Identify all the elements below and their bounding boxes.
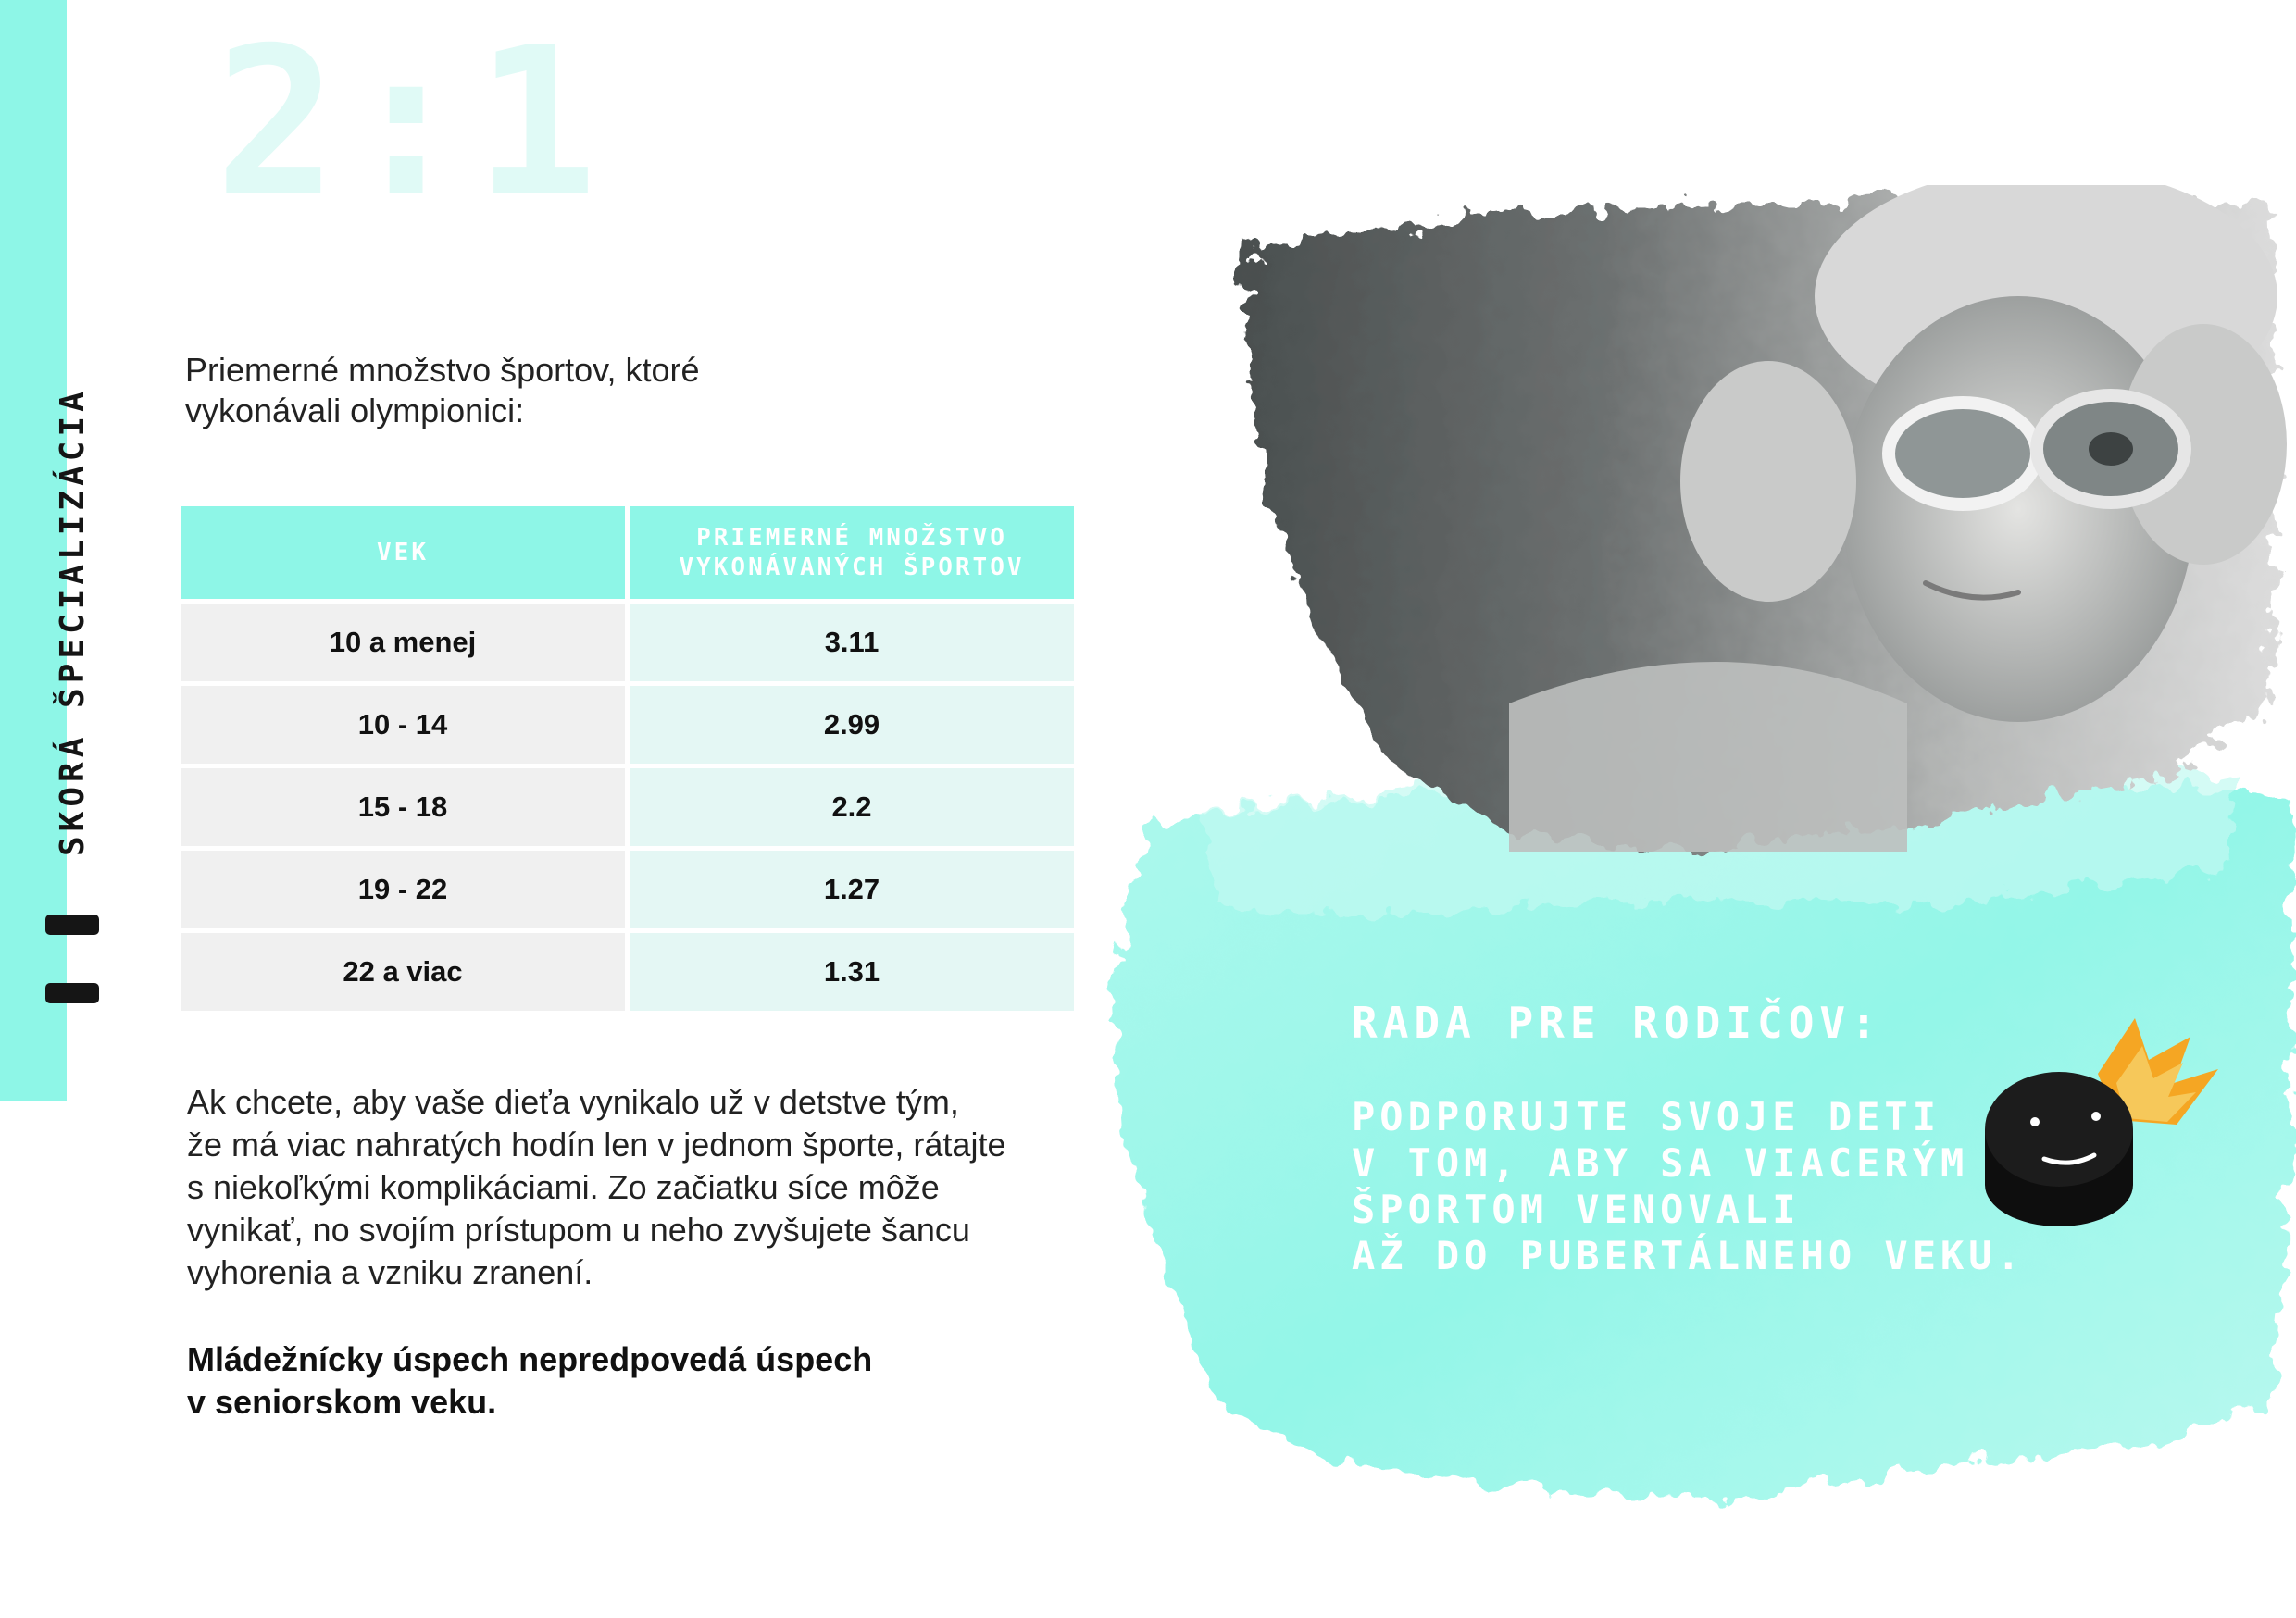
cell-age: 10 a menej (181, 604, 625, 681)
advice-line: AŽ DO PUBERTÁLNEHO VEKU. (1352, 1233, 2025, 1278)
intro-text (185, 350, 778, 431)
cell-avg: 1.27 (630, 851, 1074, 928)
advice-line: ŠPORTOM VENOVALI (1352, 1187, 1801, 1232)
table-header-row (181, 506, 1074, 599)
conclusion-text (187, 1338, 1020, 1424)
intro-line: Priemerné množstvo športov, ktoré (185, 351, 700, 389)
decor-bar (45, 983, 99, 1003)
cell-avg: 1.31 (630, 933, 1074, 1011)
table-row (181, 686, 1074, 764)
conclusion-line: v seniorskom veku. (187, 1383, 497, 1421)
table-row (181, 933, 1074, 1011)
cell-age: 19 - 22 (181, 851, 625, 928)
header-avg-line: VYKONÁVANÝCH ŠPORTOV (679, 554, 1025, 581)
body-line: vynikať, no svojím prístupom u neho zvyšujete šancu (187, 1211, 970, 1249)
cell-age: 10 - 14 (181, 686, 625, 764)
table-row (181, 604, 1074, 681)
ratio-headline: 2:1 (215, 4, 605, 241)
header-age: VEK (181, 506, 625, 599)
smiling-hockey-puck-icon (1978, 1018, 2218, 1240)
body-line: vyhorenia a vzniku zranení. (187, 1253, 593, 1291)
table-row (181, 851, 1074, 928)
decor-bar (45, 915, 99, 935)
header-avg-line: PRIEMERNÉ MNOŽSTVO (696, 524, 1007, 552)
body-line: Ak chcete, aby vaše dieťa vynikalo už v detstve tým, (187, 1083, 959, 1121)
body-line: že má viac nahratých hodín len v jednom športe, rátajte (187, 1126, 1006, 1164)
table-row (181, 768, 1074, 846)
header-avg-sports (630, 506, 1074, 599)
advice-line: PODPORUJTE SVOJE DETI (1352, 1094, 1941, 1139)
cell-avg: 2.2 (630, 768, 1074, 846)
section-title: SKORÁ ŠPECIALIZÁCIA (54, 387, 92, 856)
body-paragraph (187, 1081, 1020, 1294)
body-line: s niekoľkými komplikáciami. Zo začiatku síce môže (187, 1168, 940, 1206)
cell-avg: 2.99 (630, 686, 1074, 764)
cell-age: 22 a viac (181, 933, 625, 1011)
intro-line: vykonávali olympionici: (185, 392, 525, 429)
advice-line: V TOM, ABY SA VIACERÝM (1352, 1140, 1969, 1186)
sports-table (176, 502, 1079, 1015)
child-swim-goggles-photo (1204, 185, 2296, 870)
advice-title: RADA PRE RODIČOV: (1352, 998, 1882, 1048)
cell-age: 15 - 18 (181, 768, 625, 846)
conclusion-line: Mládežnícky úspech nepredpovedá úspech (187, 1340, 873, 1378)
cell-avg: 3.11 (630, 604, 1074, 681)
